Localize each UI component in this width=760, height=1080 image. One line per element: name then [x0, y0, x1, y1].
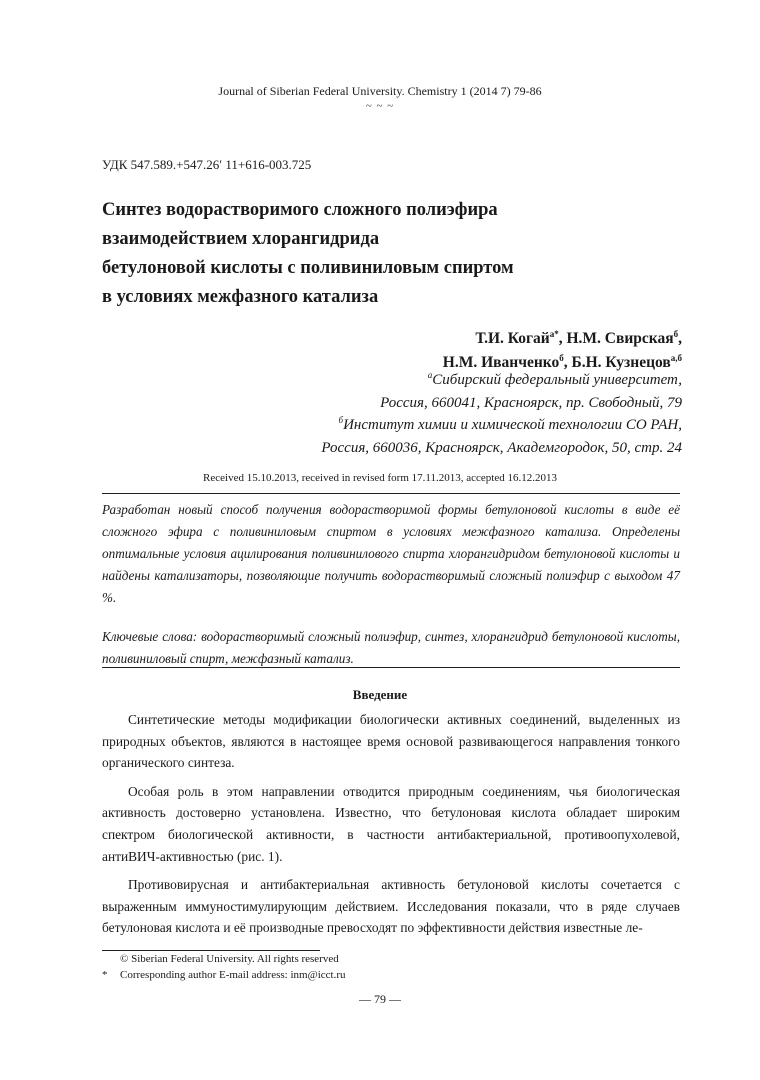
author-name: Б.Н. Кузнецов: [571, 354, 671, 371]
affiliation-address: Россия, 660041, Красноярск, пр. Свободный, 79: [380, 394, 682, 411]
author-affil-mark: а,б: [670, 352, 682, 363]
authors-line: [443, 327, 682, 351]
title-line: взаимодействием хлорангидрида: [102, 229, 380, 249]
author-name: Н.М. Иванченко: [442, 354, 560, 371]
header-separator: ~ ~ ~: [365, 100, 395, 112]
affiliation-mark: б: [338, 415, 344, 425]
abstract-top-rule: [102, 493, 680, 494]
title-line: бетулоновой кислоты с поливиниловым спиртом: [102, 258, 514, 278]
author-name: Т.И. Когай: [475, 330, 550, 347]
affiliations-block: [321, 369, 682, 459]
section-heading: Введение: [352, 687, 408, 702]
author-separator: ,: [678, 330, 682, 347]
author-affil-mark: а*: [549, 328, 559, 339]
affiliation-line: [321, 414, 682, 437]
author-separator: ,: [563, 354, 572, 371]
abstract-bottom-rule: [102, 667, 680, 668]
author-name: Н.М. Свирская: [566, 330, 674, 347]
abstract: Разработан новый способ получения водорастворимой формы бетулоновой кислоты в виде её сложного эфира с поливиниловым спиртом в условиях межфазного катализа. Определены оптимальные условия ацилирования поливинилового спирта хлорангидридом бетулоновой кислоты и найдены катализаторы, позволяющие получить водорастворимый сложный полиэфир с выходом 47 %.: [102, 502, 680, 605]
udk-code: УДК 547.589.+547.26ʹ 11+616-003.725: [102, 157, 312, 172]
received-dates: Received 15.10.2013, received in revised form 17.11.2013, accepted 16.12.2013: [203, 472, 557, 484]
affiliation-line: [321, 369, 682, 392]
title-line: Синтез водорастворимого сложного полиэфира: [102, 200, 498, 220]
affiliation-mark: а: [427, 370, 433, 380]
affiliation-address: Россия, 660036, Красноярск, Академгородок, 50, стр. 24: [321, 439, 682, 456]
authors-block: [443, 327, 682, 375]
footnote-copyright: © Siberian Federal University. All rights reserved: [120, 953, 339, 965]
article-title: [102, 196, 662, 312]
footnote-rule: [102, 950, 320, 951]
author-affil-mark: б: [673, 328, 679, 339]
author-affil-mark: б: [559, 352, 564, 363]
affiliation-name: Институт химии и химической технологии СО РАН,: [343, 417, 682, 433]
paragraph: Синтетические методы модификации биологически активных соединений, выделенных из природных объектов, являются в настоящее время основой развивающегося направления тонкого органического синтеза.: [102, 712, 680, 771]
keywords: Ключевые слова: водорастворимый сложный полиэфир, синтез, хлорангидрид бетулоновой кислоты, поливиниловый спирт, межфазный катализ.: [102, 629, 680, 666]
affiliation-name: Сибирский федеральный университет,: [432, 372, 682, 388]
paragraph: Противовирусная и антибактериальная активность бетулоновой кислоты сочетается с выраженным иммуностимулирующим действием. Исследования показали, что в ряде случаев бетулоновая кислота и её производные превосходят по эффективности действия известные ле-: [102, 877, 680, 936]
footnote-text: Corresponding author E-mail address: inm@icct.ru: [120, 969, 346, 981]
footnote-corresponding: [102, 969, 346, 981]
body-text: [102, 709, 680, 946]
journal-header: Journal of Siberian Federal University. Chemistry 1 (2014 7) 79-86: [218, 84, 542, 98]
author-separator: ,: [558, 330, 567, 347]
title-line: в условиях межфазного катализа: [102, 287, 379, 307]
footnote-mark: *: [102, 969, 108, 981]
paragraph: Особая роль в этом направлении отводится природным соединениям, чья биологическая активность достоверно установлена. Известно, что бетулоновая кислота обладает широким спектром биологической активности, в частности антибактериальной, противоопухолевой, антиВИЧ-активностью (рис. 1).: [102, 783, 680, 864]
page-number: — 79 —: [359, 992, 401, 1006]
